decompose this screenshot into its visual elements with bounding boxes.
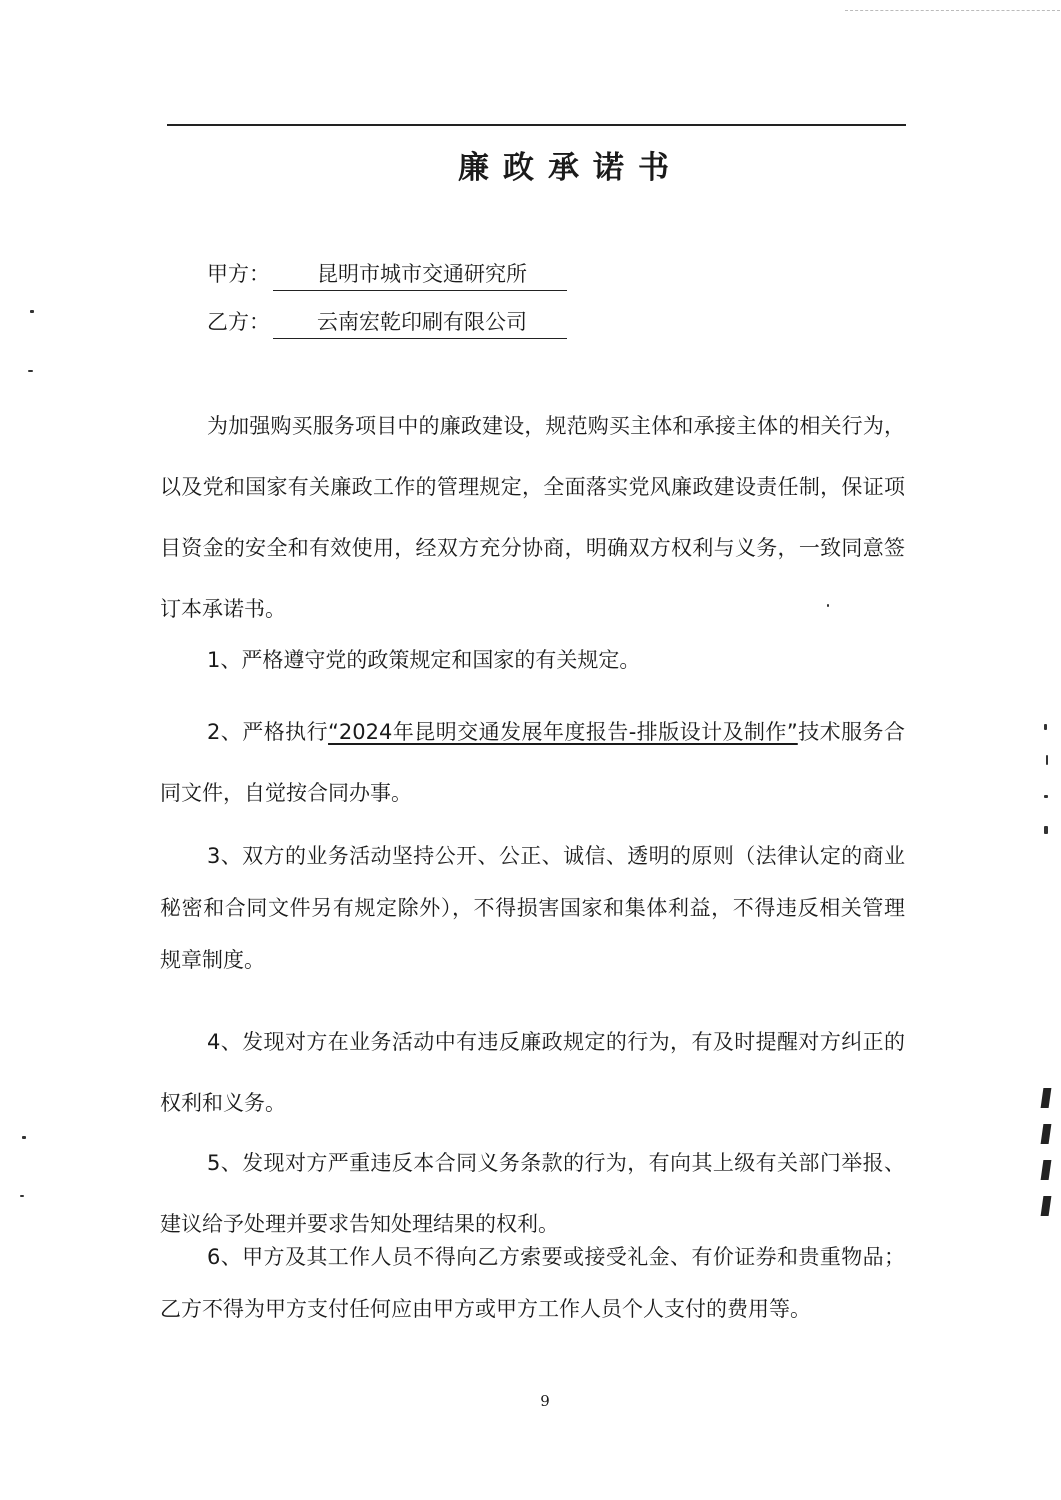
clause-3: 3、双方的业务活动坚持公开、公正、诚信、透明的原则（法律认定的商业秘密和合同文件另有规定除外），不得损害国家和集体利益，不得违反相关管理规章制度。 [160,844,905,972]
scan-speck [30,310,34,313]
party-b-label: 乙方： [207,310,270,334]
clause-2 [160,702,905,824]
scan-speck [1044,724,1047,730]
scan-speck [28,370,33,372]
scan-speck [1046,755,1048,765]
binding-mark [1041,1196,1052,1216]
party-a-label: 甲方： [207,262,270,286]
clause-2-suffix: 技术服务合同文件，自觉按合同办事。 [160,720,905,805]
clause-2-prefix: 2、严格执行 [207,720,329,744]
party-a-line [207,258,567,291]
page-number: 9 [540,1392,550,1410]
scan-speck [20,1195,24,1197]
scan-speck [827,604,829,607]
clause-6: 6、甲方及其工作人员不得向乙方索要或接受礼金、有价证券和贵重物品；乙方不得为甲方支付任何应由甲方或甲方工作人员个人支付的费用等。 [160,1245,905,1321]
clause-4: 4、发现对方在业务活动中有违反廉政规定的行为，有及时提醒对方纠正的权利和义务。 [160,1030,905,1115]
header-rule [167,124,906,126]
party-b-name: 云南宏乾印刷有限公司 [273,306,567,339]
binding-mark [1041,1088,1052,1108]
scan-artifact-top [845,10,1060,11]
party-a-name: 昆明市城市交通研究所 [273,258,567,291]
scan-speck [1044,795,1048,798]
scan-speck [22,1136,26,1139]
binding-mark [1041,1160,1052,1180]
binding-mark [1041,1124,1052,1144]
document-title: 廉政承诺书 [458,150,683,186]
clause-1: 1、严格遵守党的政策规定和国家的有关规定。 [207,648,641,672]
clause-5: 5、发现对方严重违反本合同义务条款的行为，有向其上级有关部门举报、建议给予处理并要求告知处理结果的权利。 [160,1151,905,1236]
scan-speck [1044,826,1048,834]
party-b-line [207,306,567,339]
clause-2-project-name: “2024年昆明交通发展年度报告-排版设计及制作” [328,720,798,744]
intro-paragraph: 为加强购买服务项目中的廉政建设，规范购买主体和承接主体的相关行为，以及党和国家有关廉政工作的管理规定，全面落实党风廉政建设责任制，保证项目资金的安全和有效使用，经双方充分协商，明确双方权利与义务，一致同意签订本承诺书。 [160,414,905,621]
binding-edge-marks [1038,1088,1054,1258]
